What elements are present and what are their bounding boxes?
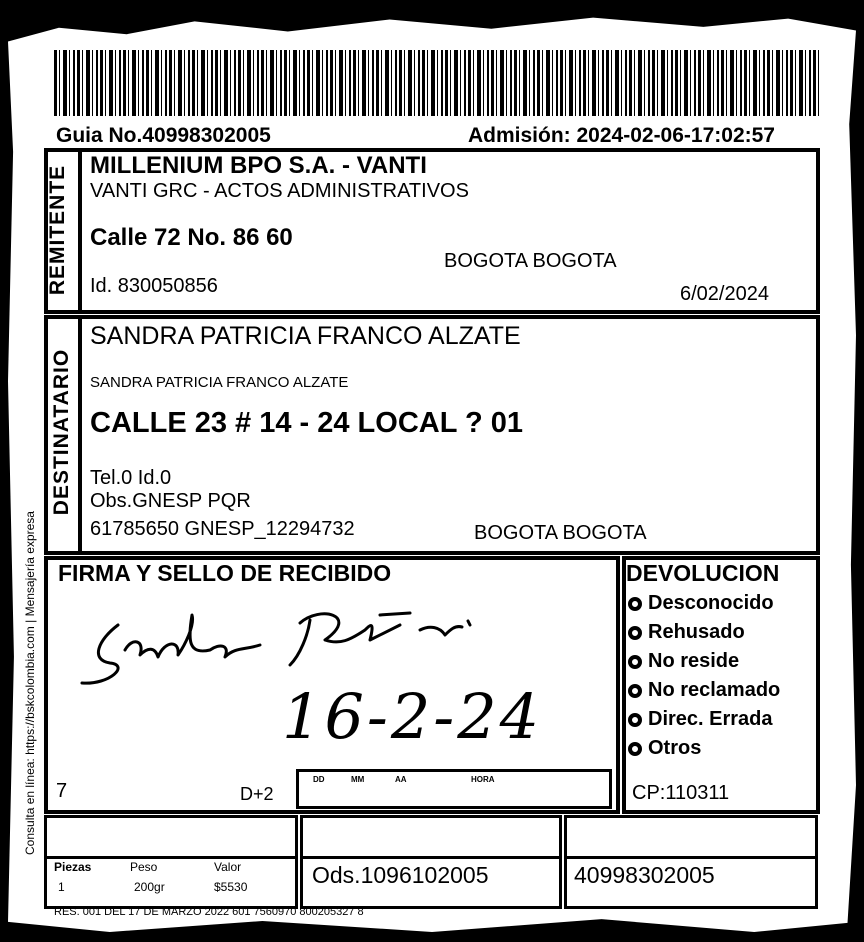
option-otros[interactable]: Otros — [628, 737, 780, 760]
admission-timestamp: Admisión: 2024-02-06-17:02:57 — [468, 124, 775, 147]
radio-icon — [628, 597, 642, 611]
ods-number: Ods.1096102005 — [312, 862, 489, 888]
sender-id: Id. 830050856 — [90, 275, 218, 297]
option-no-reside[interactable]: No reside — [628, 650, 780, 673]
valor-value: $5530 — [214, 880, 248, 894]
radio-icon — [628, 742, 642, 756]
radio-icon — [628, 713, 642, 727]
devolucion-options — [628, 592, 780, 760]
radio-icon — [628, 626, 642, 640]
remitente-divider — [78, 152, 82, 310]
peso-label: Peso — [130, 860, 158, 874]
firma-title: FIRMA Y SELLO DE RECIBIDO — [58, 560, 392, 586]
recipient-name: SANDRA PATRICIA FRANCO ALZATE — [90, 322, 521, 350]
sender-city: BOGOTA BOGOTA — [444, 250, 617, 272]
field-hora: HORA — [471, 775, 495, 784]
date-time-fields — [296, 769, 612, 809]
barcode — [54, 50, 820, 116]
guia-footer-number: 40998302005 — [574, 862, 715, 888]
radio-icon — [628, 684, 642, 698]
recipient-ref: 61785650 GNESP_12294732 — [90, 518, 355, 540]
resolution-text: RES. 001 DEL 17 DE MARZO 2022 601 7560970 800205327 8 — [54, 906, 364, 918]
option-direc-errada[interactable]: Direc. Errada — [628, 708, 780, 731]
footer-divider — [47, 856, 295, 859]
sender-company: MILLENIUM BPO S.A. - VANTI — [90, 152, 427, 179]
delivery-code: D+2 — [240, 784, 274, 804]
sender-address: Calle 72 No. 86 60 — [90, 224, 293, 251]
destinatario-label: DESTINATARIO — [50, 348, 73, 516]
recipient-city: BOGOTA BOGOTA — [474, 522, 647, 544]
destinatario-divider — [78, 319, 82, 551]
recipient-address: CALLE 23 # 14 - 24 LOCAL ? 01 — [90, 407, 523, 439]
field-mm: MM — [351, 775, 365, 784]
remitente-label: REMITENTE — [46, 164, 69, 296]
option-desconocido[interactable]: Desconocido — [628, 592, 780, 615]
peso-value: 200gr — [134, 880, 165, 894]
footer-divider — [303, 856, 559, 859]
field-dd: DD — [313, 775, 325, 784]
firma-number: 7 — [56, 780, 68, 802]
devolucion-title: DEVOLUCION — [626, 560, 780, 586]
valor-label: Valor — [214, 860, 242, 874]
field-aa: AA — [395, 775, 407, 784]
piezas-label: Piezas — [54, 860, 92, 874]
recipient-name-small: SANDRA PATRICIA FRANCO ALZATE — [90, 374, 349, 391]
piezas-value: 1 — [58, 880, 65, 894]
recipient-obs: Obs.GNESP PQR — [90, 490, 251, 512]
recipient-tel: Tel.0 Id.0 — [90, 467, 172, 489]
footer-divider — [567, 856, 815, 859]
postal-code: CP:110311 — [632, 782, 730, 804]
option-no-reclamado[interactable]: No reclamado — [628, 679, 780, 702]
radio-icon — [628, 655, 642, 669]
guia-number: Guia No.40998302005 — [56, 124, 271, 147]
side-text: Consulta en línea: https://bskcolombia.com | Mensajería expresa — [23, 511, 37, 855]
handwritten-date: 16-2-24 — [282, 680, 543, 753]
sender-department: VANTI GRC - ACTOS ADMINISTRATIVOS — [90, 180, 469, 202]
sender-date: 6/02/2024 — [680, 283, 769, 305]
option-rehusado[interactable]: Rehusado — [628, 621, 780, 644]
